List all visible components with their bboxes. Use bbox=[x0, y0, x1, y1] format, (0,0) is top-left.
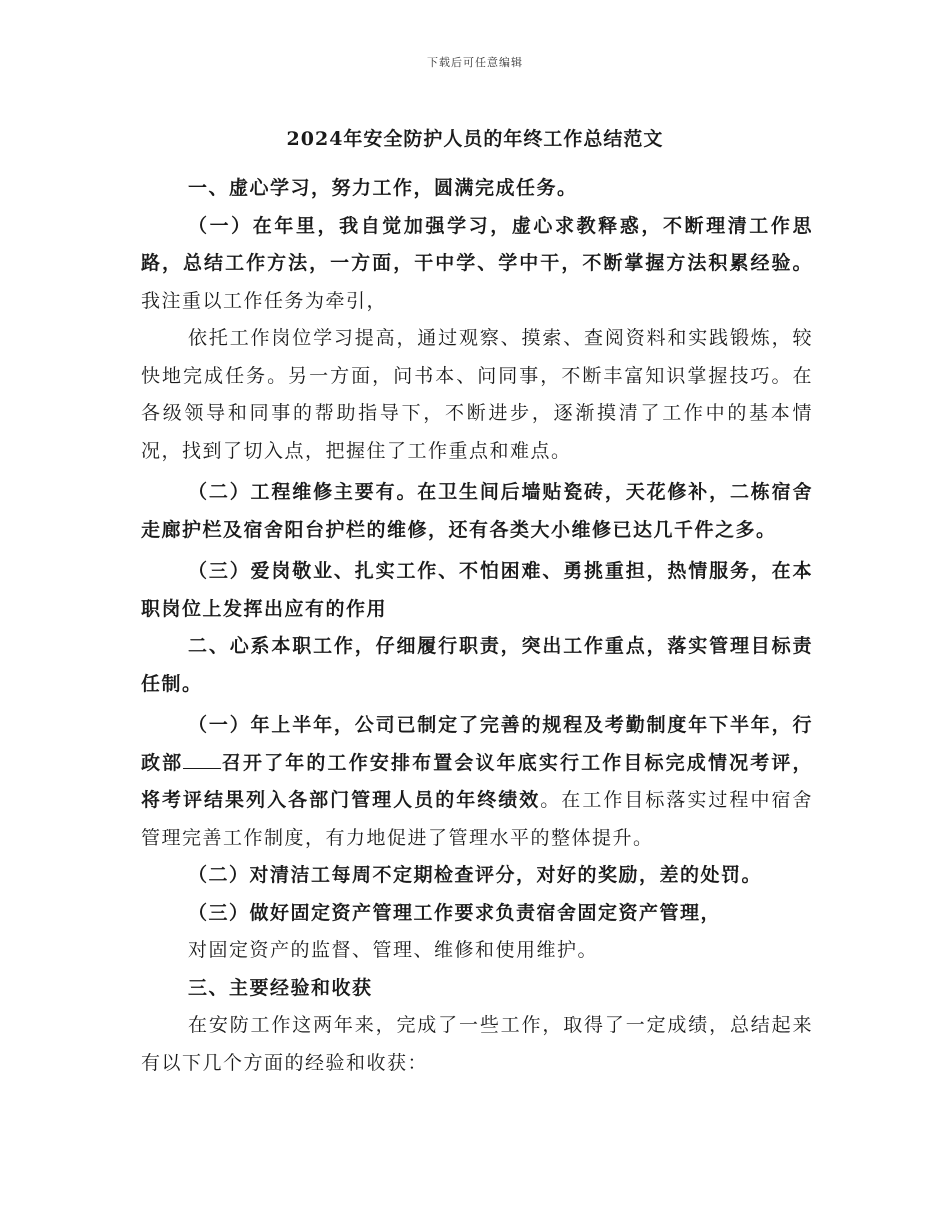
paragraph-1-3: （三）爱岗敬业、扎实工作、不怕困难、勇挑重担，热情服务，在本职岗位上发挥出应有的作用 bbox=[141, 560, 813, 620]
fill-in-blank bbox=[183, 752, 221, 769]
paragraph-1-1-bold: （一）在年里，我自觉加强学习，虚心求教释惑，不断理清工作思路，总结工作方法，一方面，干中学、学中干，不断掌握方法积累经验。 bbox=[141, 214, 813, 274]
paragraph-2-3: （三）做好固定资产管理工作要求负责宿舍固定资产管理， bbox=[188, 901, 722, 924]
paragraph-1-2: （二）工程维修主要有。在卫生间后墙贴瓷砖，天花修补，二栋宿舍走廊护栏及宿舍阳台护栏的维修，还有各类大小维修已达几千件之多。 bbox=[141, 481, 813, 541]
section-heading-1: 一、虚心学习，努力工作，圆满完成任务。 bbox=[188, 177, 578, 199]
paragraph-1-1-cont: 依托工作岗位学习提高，通过观察、摸索、查阅资料和实践锻炼，较快地完成任务。另一方面，问书本、问同事，不断丰富知识掌握技巧。在各级领导和同事的帮助指导下，不断进步，逐渐摸清了工作中的基本情况，找到了切入点，把握住了工作重点和难点。 bbox=[141, 327, 813, 462]
document-body bbox=[141, 170, 813, 1082]
section-heading-2: 二、心系本职工作，仔细履行职责，突出工作重点，落实管理目标责任制。 bbox=[141, 635, 813, 695]
document-title: 2024年安全防护人员的年终工作总结范文 bbox=[286, 128, 664, 150]
section-heading-3: 三、主要经验和收获 bbox=[188, 976, 373, 999]
paragraph-3-1: 在安防工作这两年来，完成了一些工作，取得了一定成绩，总结起来有以下几个方面的经验和收获： bbox=[141, 1014, 813, 1074]
paragraph-1-1 bbox=[141, 208, 813, 321]
paragraph-2-1-bold-a: （一）年上半年，公司已制定了完善的规程及考勤制度年下半年，行政部 bbox=[141, 714, 813, 774]
paragraph-2-1-normal: 。在工作目标落实过程中宿舍管理完善工作制度，有力地促进了管理水平的整体提升。 bbox=[141, 789, 813, 849]
paragraph-2-1-bold-b: 召开了年的工作安排布置会议年底实行工作目标完成情况考评，将考评结果列入各部门管理人员的年终绩效 bbox=[141, 751, 813, 811]
paragraph-2-2: （二）对清洁工每周不定期检查评分，对好的奖励，差的处罚。 bbox=[188, 864, 763, 886]
paragraph-2-3-cont: 对固定资产的监督、管理、维修和使用维护。 bbox=[188, 939, 599, 961]
paragraph-1-1-normal: 我注重以工作任务为牵引， bbox=[141, 289, 388, 312]
header-note: 下载后可任意编辑 bbox=[427, 56, 523, 69]
paragraph-2-1 bbox=[141, 707, 813, 857]
